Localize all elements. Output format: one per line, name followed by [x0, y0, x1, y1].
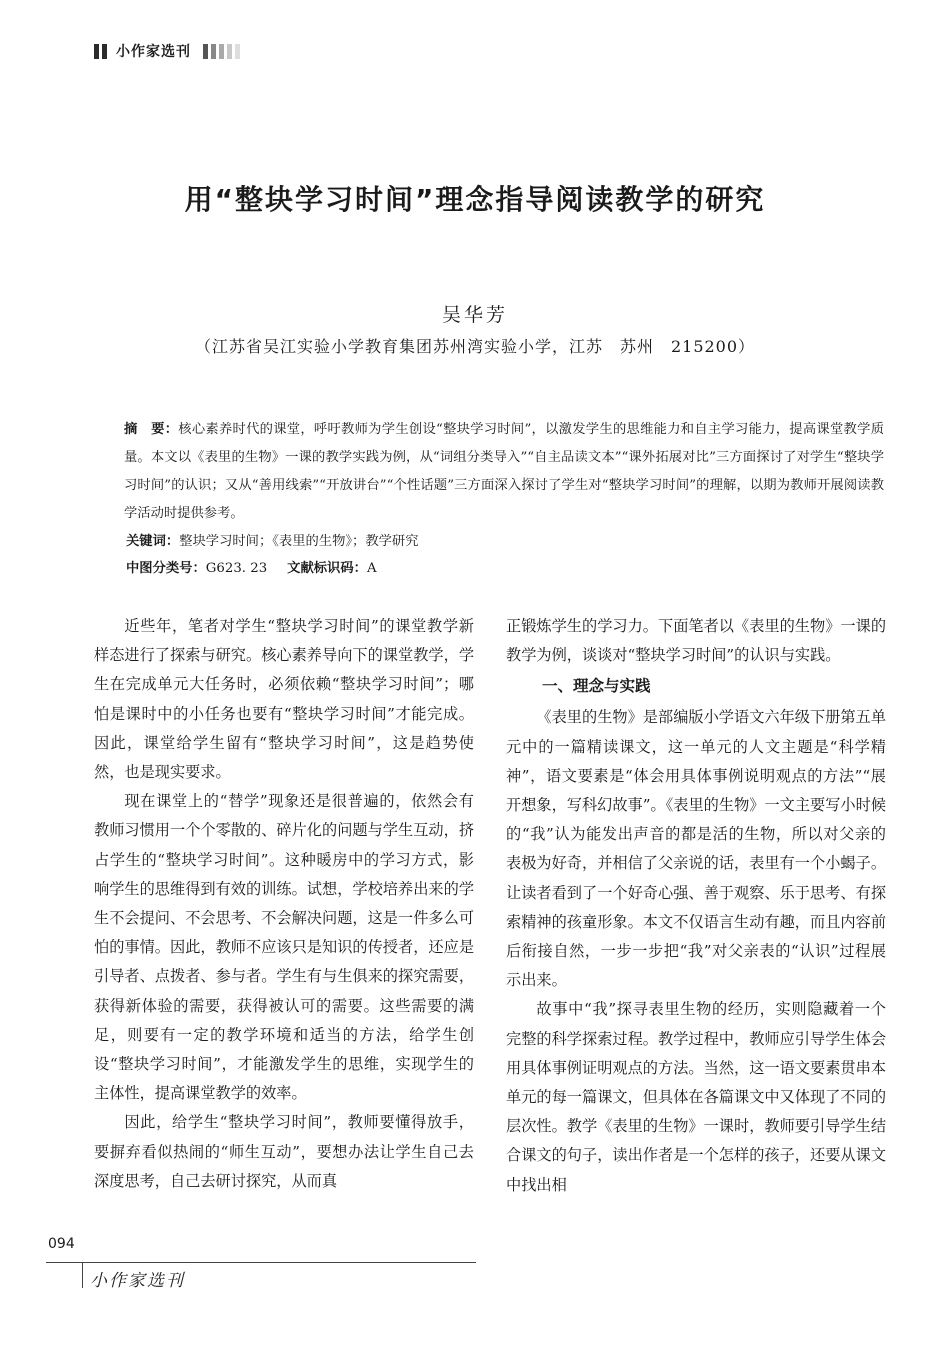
- header-bar-icon: [235, 44, 240, 59]
- header-bar-icon: [94, 44, 99, 59]
- header-bar-icon: [211, 44, 216, 59]
- abstract-label: 摘 要：: [124, 422, 179, 437]
- clc-label: 中图分类号：: [126, 561, 206, 576]
- body-paragraph-continued: 正锻炼学生的学习力。下面笔者以《表里的生物》一课的教学为例，谈谈对“整块学习时间”的认识与实践。: [506, 617, 886, 665]
- header-bar-icon: [203, 44, 208, 59]
- abstract: [94, 416, 884, 528]
- keywords-label: 关键词：: [126, 534, 180, 549]
- article-title: 用“整块学习时间”理念指导阅读教学的研究: [184, 183, 766, 216]
- keywords-text: 整块学习时间；《表里的生物》；教学研究: [179, 534, 419, 549]
- header-bar-icon: [227, 44, 232, 59]
- body-paragraph: 现在课堂上的“替学”现象还是很普遍的，依然会有教师习惯用一个个零散的、碎片化的问题与学生互动，挤占学生的“整块学习时间”。这种暖房中的学习方式，影响学生的思维得到有效的训练。试想，学校培养出来的学生不会提问、不会思考、不会解决问题，这是一件多么可怕的事情。因此，教师不应该只是知识的传授者，还应是引导者、点拨者、参与者。学生有与生俱来的探究需要，获得新体验的需要，获得被认可的需要。这些需要的满足，则要有一定的教学环境和适当的方法，给学生创设“整块学习时间”，才能激发学生的思维，实现学生的主体性，提高课堂教学的效率。: [94, 792, 474, 1103]
- body-paragraph: 近些年，笔者对学生“整块学习时间”的课堂教学新样态进行了探索与研究。核心素养导向下的课堂教学，学生在完成单元大任务时，必须依赖“整块学习时间”；哪怕是课时中的小任务也要有“整块学习时间”才能完成。因此，课堂给学生留有“整块学习时间”，这是趋势使然，也是现实要求。: [94, 617, 474, 782]
- clc-code: G623. 23: [205, 561, 268, 576]
- right-column: [506, 612, 886, 1200]
- classification: [126, 557, 377, 581]
- footer-rule: [46, 1262, 476, 1263]
- section-heading: 一、理念与实践: [542, 677, 651, 696]
- body-paragraph: 因此，给学生“整块学习时间”，教师要懂得放手，要摒弃看似热闹的“师生互动”，要想办法让学生自己去深度思考，自己去研讨探究，从而真: [94, 1113, 474, 1190]
- journal-logo: 小作家选刊: [90, 1271, 185, 1291]
- journal-header: [94, 40, 243, 62]
- footer-divider: [82, 1262, 83, 1288]
- body-paragraph: 《表里的生物》是部编版小学语文六年级下册第五单元中的一篇精读课文，这一单元的人文主题是“科学精神”，语文要素是“体会用具体事例说明观点的方法”“展开想象，写科幻故事”。《表里的生物》一文主要写小时候的“我”认为能发出声音的都是活的生物，所以对父亲的表极为好奇，并相信了父亲说的话，表里有一个小蝎子。让读者看到了一个好奇心强、善于观察、乐于思考、有探索精神的孩童形象。本文不仅语言生动有趣，而且内容前后衔接自然，一步一步把“我”对父亲表的“认识”过程展示出来。: [506, 708, 886, 990]
- body-paragraph: 故事中“我”探寻表里生物的经历，实则隐藏着一个完整的科学探索过程。教学过程中，教师应引导学生体会用具体事例证明观点的方法。当然，这一语文要素贯串本单元的每一篇课文，但具体在各篇课文中又体现了不同的层次性。教学《表里的生物》一课时，教师要引导学生结合课文的句子，读出作者是一个怎样的孩子，还要从课文中找出相: [506, 1000, 886, 1194]
- abstract-text: 核心素养时代的课堂，呼吁教师为学生创设“整块学习时间”，以激发学生的思维能力和自主学习能力，提高课堂教学质量。本文以《表里的生物》一课的教学实践为例，从“词组分类导入”“自主品读文本”“课外拓展对比”三方面探讨了对学生“整块学习时间”的认识；又从“善用线索”“开放讲台”“个性话题”三方面深入探讨了学生对“整块学习时间”的理解，以期为教师开展阅读教学活动时提供参考。: [124, 422, 884, 521]
- journal-name: 小作家选刊: [116, 44, 191, 60]
- header-bar-icon: [102, 44, 107, 59]
- doc-code-label: 文献标识码：: [287, 561, 367, 576]
- header-bar-icon: [219, 44, 224, 59]
- author-affiliation: （江苏省吴江实验小学教育集团苏州湾实验小学，江苏 苏州 215200）: [194, 337, 756, 356]
- keywords: [126, 530, 419, 554]
- doc-code: A: [366, 561, 377, 576]
- author-name: 吴华芳: [441, 304, 508, 326]
- page-number: 094: [48, 1236, 75, 1252]
- left-column: [94, 612, 474, 1196]
